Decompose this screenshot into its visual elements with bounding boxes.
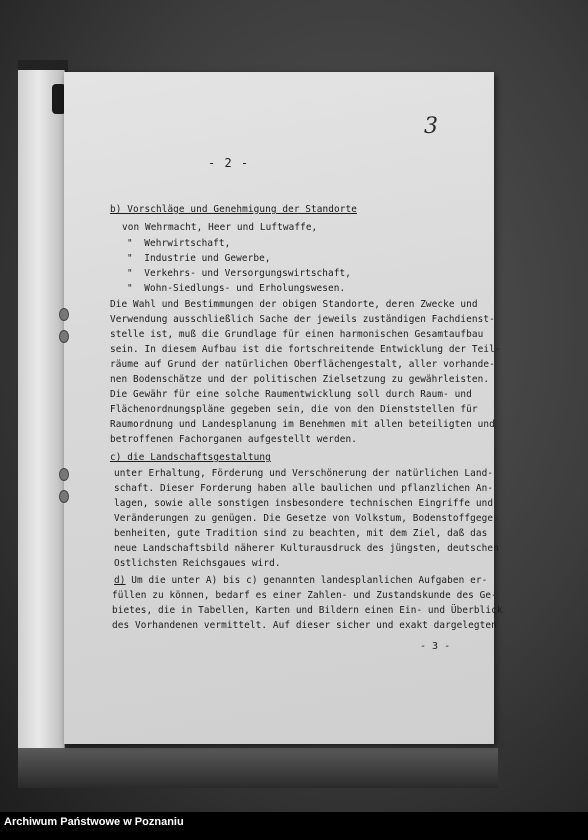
punch-hole (59, 330, 69, 343)
paragraph-line: bietes, die in Tabellen, Karten und Bildern einen Ein- und Überblick (112, 605, 503, 616)
paragraph-line: Raumordnung und Landesplanung im Benehmen mit allen beteiligten und (110, 419, 495, 430)
paragraph-line: benheiten, gute Tradition sind zu beachten, mit dem Ziel, daß das (114, 528, 488, 539)
paragraph-line: betroffenen Fachorganen aufgestellt werden. (110, 434, 358, 445)
list-item: " Industrie und Gewerbe, (127, 253, 271, 264)
bottom-shadow (18, 748, 498, 788)
paragraph-line: Ostlichsten Reichsgaues wird. (114, 558, 281, 569)
punch-hole (59, 308, 69, 321)
punch-hole (59, 468, 69, 481)
paragraph-line: stelle ist, muß die Grundlage für einen harmonischen Gesamtaufbau (110, 329, 484, 340)
holder-strip (18, 70, 65, 760)
list-item: " Wohn-Siedlungs- und Erholungswesen. (127, 283, 346, 294)
section-d-first-line: d) Um die unter A) bis c) genannten landesplanlichen Aufgaben er- (114, 575, 488, 586)
paragraph-line: Verwendung ausschließlich Sache der jeweils zuständigen Fachdienst- (110, 314, 495, 325)
header-page-number: - 2 - (208, 156, 250, 170)
section-d-label: d) (114, 575, 126, 586)
archive-credit: Archiwum Państwowe w Poznaniu (4, 816, 184, 828)
section-b-heading: b) Vorschläge und Genehmigung der Standorte (110, 204, 358, 215)
paragraph-line: nen Bodenschätze und der politischen Zielsetzung zu gewährleisten. (110, 374, 490, 385)
section-c-heading: c) die Landschaftsgestaltung (110, 452, 271, 463)
paragraph-line: des Vorhandenen vermittelt. Auf dieser sicher und exakt dargelegten (112, 620, 497, 631)
paragraph-line: lagen, sowie alle sonstigen insbesondere technischen Eingriffe und (114, 498, 494, 509)
paragraph-line: Die Wahl und Bestimmungen der obigen Standorte, deren Zwecke und (110, 299, 478, 310)
list-item: " Wehrwirtschaft, (127, 238, 231, 249)
list-item: " Verkehrs- und Versorgungswirtschaft, (127, 268, 352, 279)
paragraph-line: neue Landschaftsbild näherer Kulturausdruck des jüngsten, deutschen (114, 543, 499, 554)
paragraph-line: sein. In diesem Aufbau ist die fortschreitende Entwicklung der Teil- (110, 344, 501, 355)
paragraph-line: räume auf Grund der natürlichen Oberflächengestalt, aller vorhande- (110, 359, 495, 370)
paragraph-line: Flächenordnungspläne gegeben sein, die von den Dienststellen für (110, 404, 478, 415)
handwritten-page-number: 3 (424, 114, 438, 139)
next-page-marker: - 3 - (420, 641, 451, 652)
paragraph-line: schaft. Dieser Forderung haben alle baulichen und pflanzlichen An- (114, 483, 494, 494)
paragraph-line: unter Erhaltung, Förderung und Verschönerung der natürlichen Land- (114, 468, 494, 479)
paragraph-line: Die Gewähr für eine solche Raumentwicklung soll durch Raum- und (110, 389, 472, 400)
paragraph-line: füllen zu können, bedarf es einer Zahlen- und Zustandskunde des Ge- (112, 590, 497, 601)
section-b-intro: von Wehrmacht, Heer und Luftwaffe, (122, 222, 318, 233)
punch-hole (59, 490, 69, 503)
paragraph-line: Veränderungen zu genügen. Die Gesetze von Volkstum, Bodenstoffgege- (114, 513, 499, 524)
